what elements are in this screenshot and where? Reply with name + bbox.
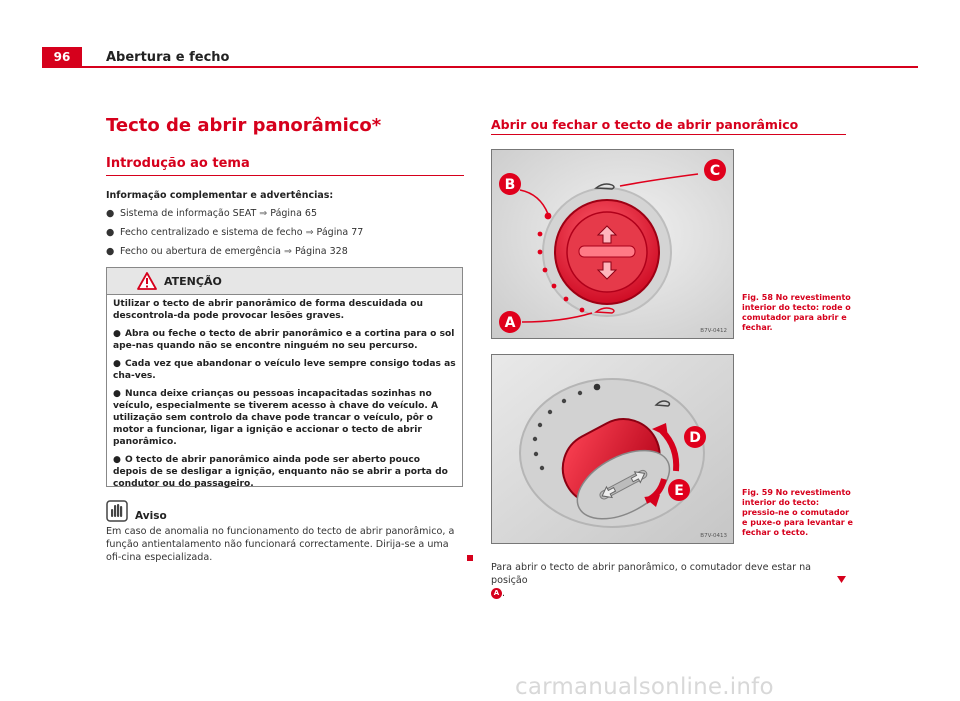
figure-59 xyxy=(491,354,734,544)
warning-header xyxy=(107,268,462,295)
section-heading: Abrir ou fechar o tecto de abrir panorâmico xyxy=(491,117,799,132)
bullet-icon: ● xyxy=(113,455,121,465)
bullet-icon: ● xyxy=(106,227,115,238)
label-b: B xyxy=(504,177,516,193)
warning-lead: Utilizar o tecto de abrir panorâmico de forma descuidada ou descontrola-da pode provocar lesões graves. xyxy=(113,299,423,321)
warning-box xyxy=(106,267,463,487)
bullet-icon: ● xyxy=(113,389,121,399)
warning-triangle-icon xyxy=(137,272,157,290)
page-link[interactable]: Página 65 xyxy=(270,208,318,219)
list-item xyxy=(106,223,464,242)
figure-58 xyxy=(491,149,734,339)
warning-title: ATENÇÃO xyxy=(164,275,222,288)
page-number: 96 xyxy=(42,47,82,68)
section-heading-rule xyxy=(491,134,846,135)
header-rule xyxy=(82,66,918,68)
warning-item-text: O tecto de abrir panorâmico ainda pode ser aberto pouco depois de se desligar a ignição, enquanto não se abrir a porta do condutor ou do passageiro. xyxy=(113,455,448,489)
arrow-right-icon: ⇒ xyxy=(283,246,292,257)
note-title: Aviso xyxy=(135,510,167,522)
subsection-rule xyxy=(106,175,464,176)
note-body: Em caso de anomalia no funcionamento do tecto de abrir panorâmico, a função antientalamento não funcionará correctamente. Dirija-se a uma ofi-cina especializada. xyxy=(106,526,455,563)
roof-switch-press-pull-illustration xyxy=(492,355,733,543)
body-text: Para abrir o tecto de abrir panorâmico, o comutador deve estar na posição xyxy=(491,562,812,586)
list-item-text: Fecho ou abertura de emergência xyxy=(120,246,281,257)
label-d: D xyxy=(689,430,701,446)
page-title: Tecto de abrir panorâmico* xyxy=(106,115,382,136)
body-paragraph xyxy=(491,561,831,600)
bullet-icon: ● xyxy=(106,246,115,257)
bullet-icon: ● xyxy=(113,359,121,369)
position-label: A xyxy=(491,588,502,599)
list-item-text: Sistema de informação SEAT xyxy=(120,208,257,219)
section-title: Abertura e fecho xyxy=(106,50,230,65)
list-item xyxy=(106,242,464,261)
section-end-mark xyxy=(467,555,473,561)
figure-58-caption: Fig. 58 No revestimento interior do tecto: rode o comutador para abrir e fechar. xyxy=(742,293,851,332)
roof-switch-rotary-illustration xyxy=(492,150,733,338)
warning-item-text: Abra ou feche o tecto de abrir panorâmico e a cortina para o sol ape-nas quando não se encontre ninguém no seu percurso. xyxy=(113,329,455,351)
arrow-right-icon: ⇒ xyxy=(259,208,268,219)
bullet-icon: ● xyxy=(106,208,115,219)
figure-code: B7V-0413 xyxy=(700,533,727,539)
continue-arrow-icon xyxy=(837,575,846,584)
page-link[interactable]: Página 328 xyxy=(294,246,348,257)
page-link[interactable]: Página 77 xyxy=(316,227,364,238)
warning-body xyxy=(113,298,457,496)
label-c: C xyxy=(709,163,721,179)
warning-item xyxy=(113,328,457,352)
label-e: E xyxy=(674,483,684,499)
subsection-title: Introdução ao tema xyxy=(106,156,250,171)
note-hand-icon xyxy=(106,500,128,522)
warning-item-text: Nunca deixe crianças ou pessoas incapacitadas sozinhas no veículo, especialmente se tiverem acesso à chave do veículo. A utilização sem controlo da chave pode trancar o veículo, pôr o motor a funcionar, ligar a ignição e accionar o tecto de abrir panorâmico. xyxy=(113,389,438,447)
figure-code: B7V-0412 xyxy=(700,328,727,334)
label-a: A xyxy=(504,315,516,331)
warning-item-text: Cada vez que abandonar o veículo leve sempre consigo todas as cha-ves. xyxy=(113,359,456,381)
arrow-right-icon: ⇒ xyxy=(305,227,314,238)
warning-item xyxy=(113,358,457,382)
reference-list xyxy=(106,204,464,261)
intro-text: Informação complementar e advertências: xyxy=(106,190,334,201)
warning-item xyxy=(113,388,457,448)
watermark: carmanualsonline.info xyxy=(515,674,774,700)
figure-59-caption: Fig. 59 No revestimento interior do tecto: pressio-ne o comutador e puxe-o para levantar e fechar o tecto. xyxy=(742,488,853,537)
bullet-icon: ● xyxy=(113,329,121,339)
list-item-text: Fecho centralizado e sistema de fecho xyxy=(120,227,303,238)
warning-item xyxy=(113,454,457,490)
body-end: . xyxy=(502,588,506,599)
list-item xyxy=(106,204,464,223)
